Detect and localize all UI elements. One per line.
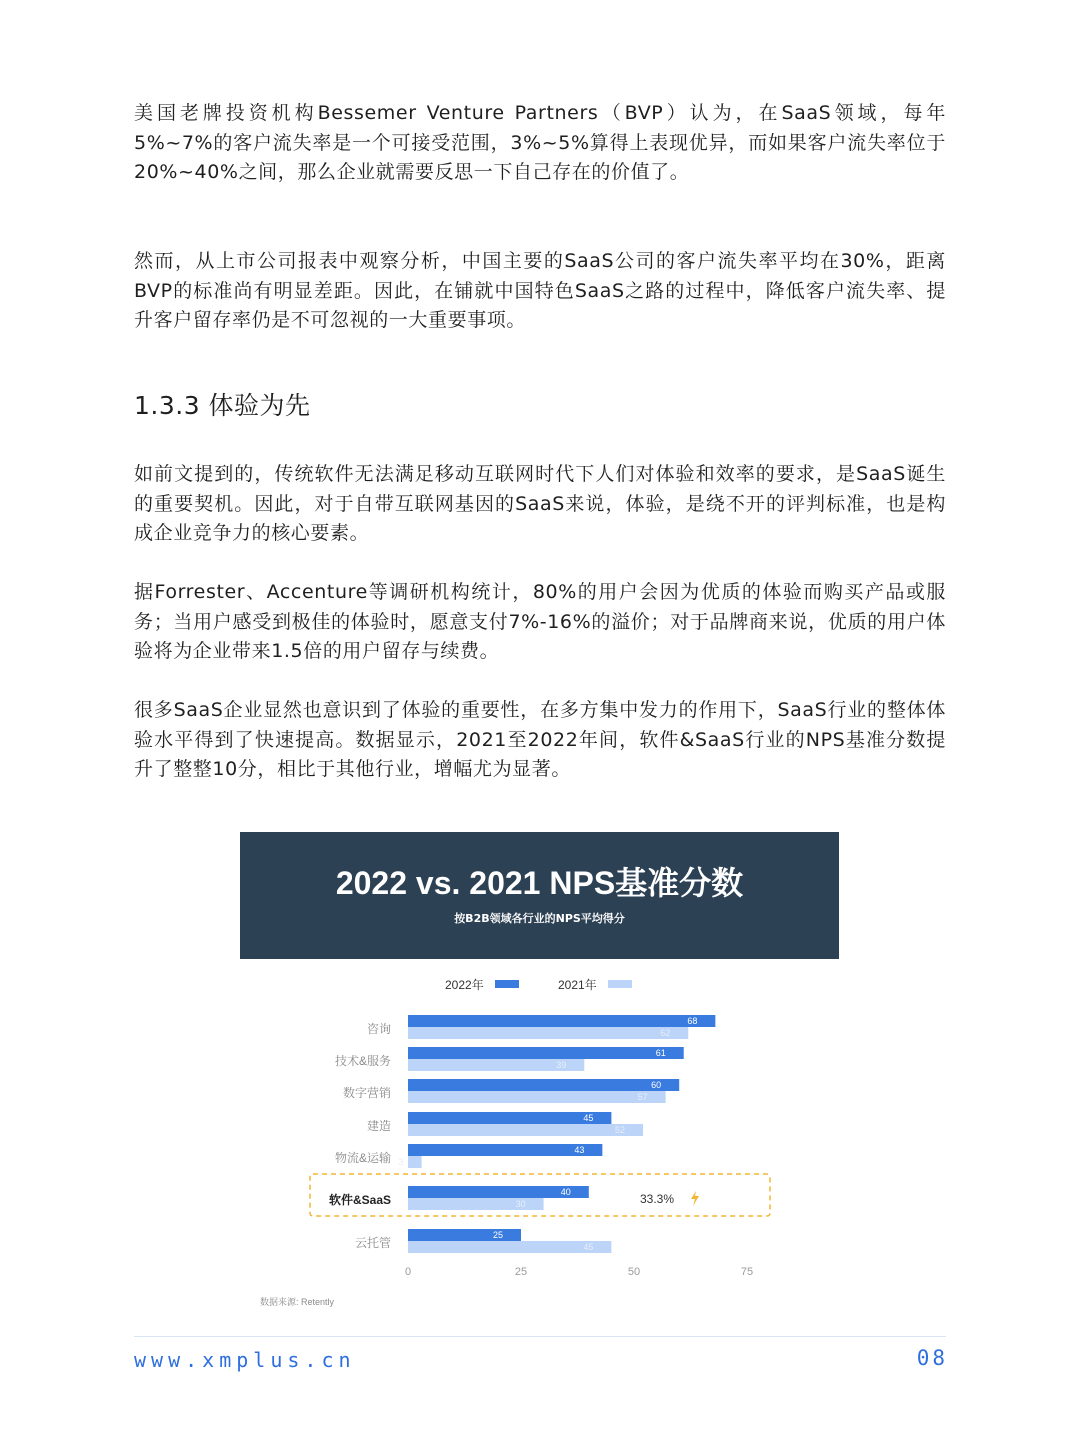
footer-divider bbox=[134, 1336, 946, 1337]
x-tick-label: 25 bbox=[514, 1266, 528, 1278]
bar-2022 bbox=[408, 1112, 611, 1124]
bar-2021 bbox=[408, 1091, 666, 1103]
bar-2022 bbox=[408, 1229, 521, 1241]
bar-2021 bbox=[408, 1156, 422, 1168]
category-label: 软件&SaaS bbox=[328, 1193, 391, 1207]
data-label: 61 bbox=[655, 1048, 666, 1058]
category-label: 建造 bbox=[366, 1119, 391, 1133]
data-label: 3 bbox=[398, 1157, 404, 1167]
paragraph-forrester: 据Forrester、Accenture等调研机构统计，80%的用户会因为优质的体验而购买产品或服务；当用户感受到极佳的体验时，愿意支付7%-16%的溢价；对于品牌商来说，优质的用户体验将为企业带来1.5倍的用户留存与续费。 bbox=[134, 581, 946, 662]
bar-2022 bbox=[408, 1047, 684, 1059]
nps-chart bbox=[240, 832, 840, 1322]
x-tick-label: 0 bbox=[404, 1266, 412, 1278]
bar-2022 bbox=[408, 1015, 715, 1027]
data-label: 68 bbox=[687, 1016, 698, 1026]
x-tick-label: 50 bbox=[627, 1266, 641, 1278]
paragraph-experience: 如前文提到的，传统软件无法满足移动互联网时代下人们对体验和效率的要求，是SaaS诞生的重要契机。因此，对于自带互联网基因的SaaS来说，体验，是绕不开的评判标准，也是构成企业竞争力的核心要素。 bbox=[134, 463, 946, 544]
chart-plot bbox=[240, 832, 840, 1322]
data-label: 60 bbox=[651, 1080, 662, 1090]
paragraph-bvp: 美国老牌投资机构Bessemer Venture Partners（BVP）认为，在SaaS领域，每年5%~7%的客户流失率是一个可接受范围，3%~5%算得上表现优异，而如果客户流失率位于20%~40%之间，那么企业就需要反思一下自己存在的价值了。 bbox=[134, 102, 946, 183]
bar-2021 bbox=[408, 1124, 643, 1136]
data-label: 25 bbox=[492, 1230, 503, 1240]
page-number: 08 bbox=[916, 1346, 948, 1370]
data-label: 39 bbox=[556, 1060, 567, 1070]
legend-label-0: 2022年 bbox=[445, 978, 484, 992]
data-label: 45 bbox=[583, 1242, 594, 1252]
bar-2021 bbox=[408, 1027, 688, 1039]
category-label: 云托管 bbox=[354, 1236, 391, 1250]
paragraph-china-saas: 然而，从上市公司报表中观察分析，中国主要的SaaS公司的客户流失率平均在30%，距离BVP的标准尚有明显差距。因此，在铺就中国特色SaaS之路的过程中，降低客户流失率、提升客户留存率仍是不可忽视的一大重要事项。 bbox=[134, 250, 946, 331]
paragraph-nps: 很多SaaS企业显然也意识到了体验的重要性，在多方集中发力的作用下，SaaS行业的整体体验水平得到了快速提高。数据显示，2021至2022年间，软件&SaaS行业的NPS基准分数提升了整整10分，相比于其他行业，增幅尤为显著。 bbox=[134, 699, 946, 780]
legend-swatch-1 bbox=[608, 980, 632, 988]
data-label: 43 bbox=[574, 1145, 585, 1155]
highlight-annotation: 33.3% bbox=[640, 1192, 675, 1206]
category-label: 物流&运输 bbox=[334, 1151, 391, 1165]
data-label: 62 bbox=[660, 1028, 671, 1038]
data-label: 52 bbox=[615, 1125, 626, 1135]
chart-subtitle: 按B2B领域各行业的NPS平均得分 bbox=[454, 912, 625, 925]
bar-2021 bbox=[408, 1241, 611, 1253]
bar-2022 bbox=[408, 1079, 679, 1091]
section-heading: 1.3.3 体验为先 bbox=[134, 391, 311, 420]
data-label: 30 bbox=[515, 1199, 526, 1209]
arrow-up-icon bbox=[691, 1191, 699, 1206]
category-label: 技术&服务 bbox=[334, 1054, 391, 1068]
data-label: 40 bbox=[560, 1187, 571, 1197]
legend-label-1: 2021年 bbox=[558, 978, 597, 992]
bar-2022 bbox=[408, 1144, 602, 1156]
category-label: 咨询 bbox=[366, 1022, 391, 1036]
data-label: 57 bbox=[637, 1092, 648, 1102]
x-tick-label: 75 bbox=[740, 1266, 754, 1278]
chart-source: 数据来源: Retently bbox=[260, 1297, 335, 1307]
category-label: 数字营销 bbox=[342, 1086, 391, 1100]
chart-title: 2022 vs. 2021 NPS基准分数 bbox=[335, 865, 744, 901]
footer-url[interactable]: www.xmplus.cn bbox=[134, 1348, 356, 1372]
data-label: 45 bbox=[583, 1113, 594, 1123]
legend-swatch-0 bbox=[495, 980, 519, 988]
